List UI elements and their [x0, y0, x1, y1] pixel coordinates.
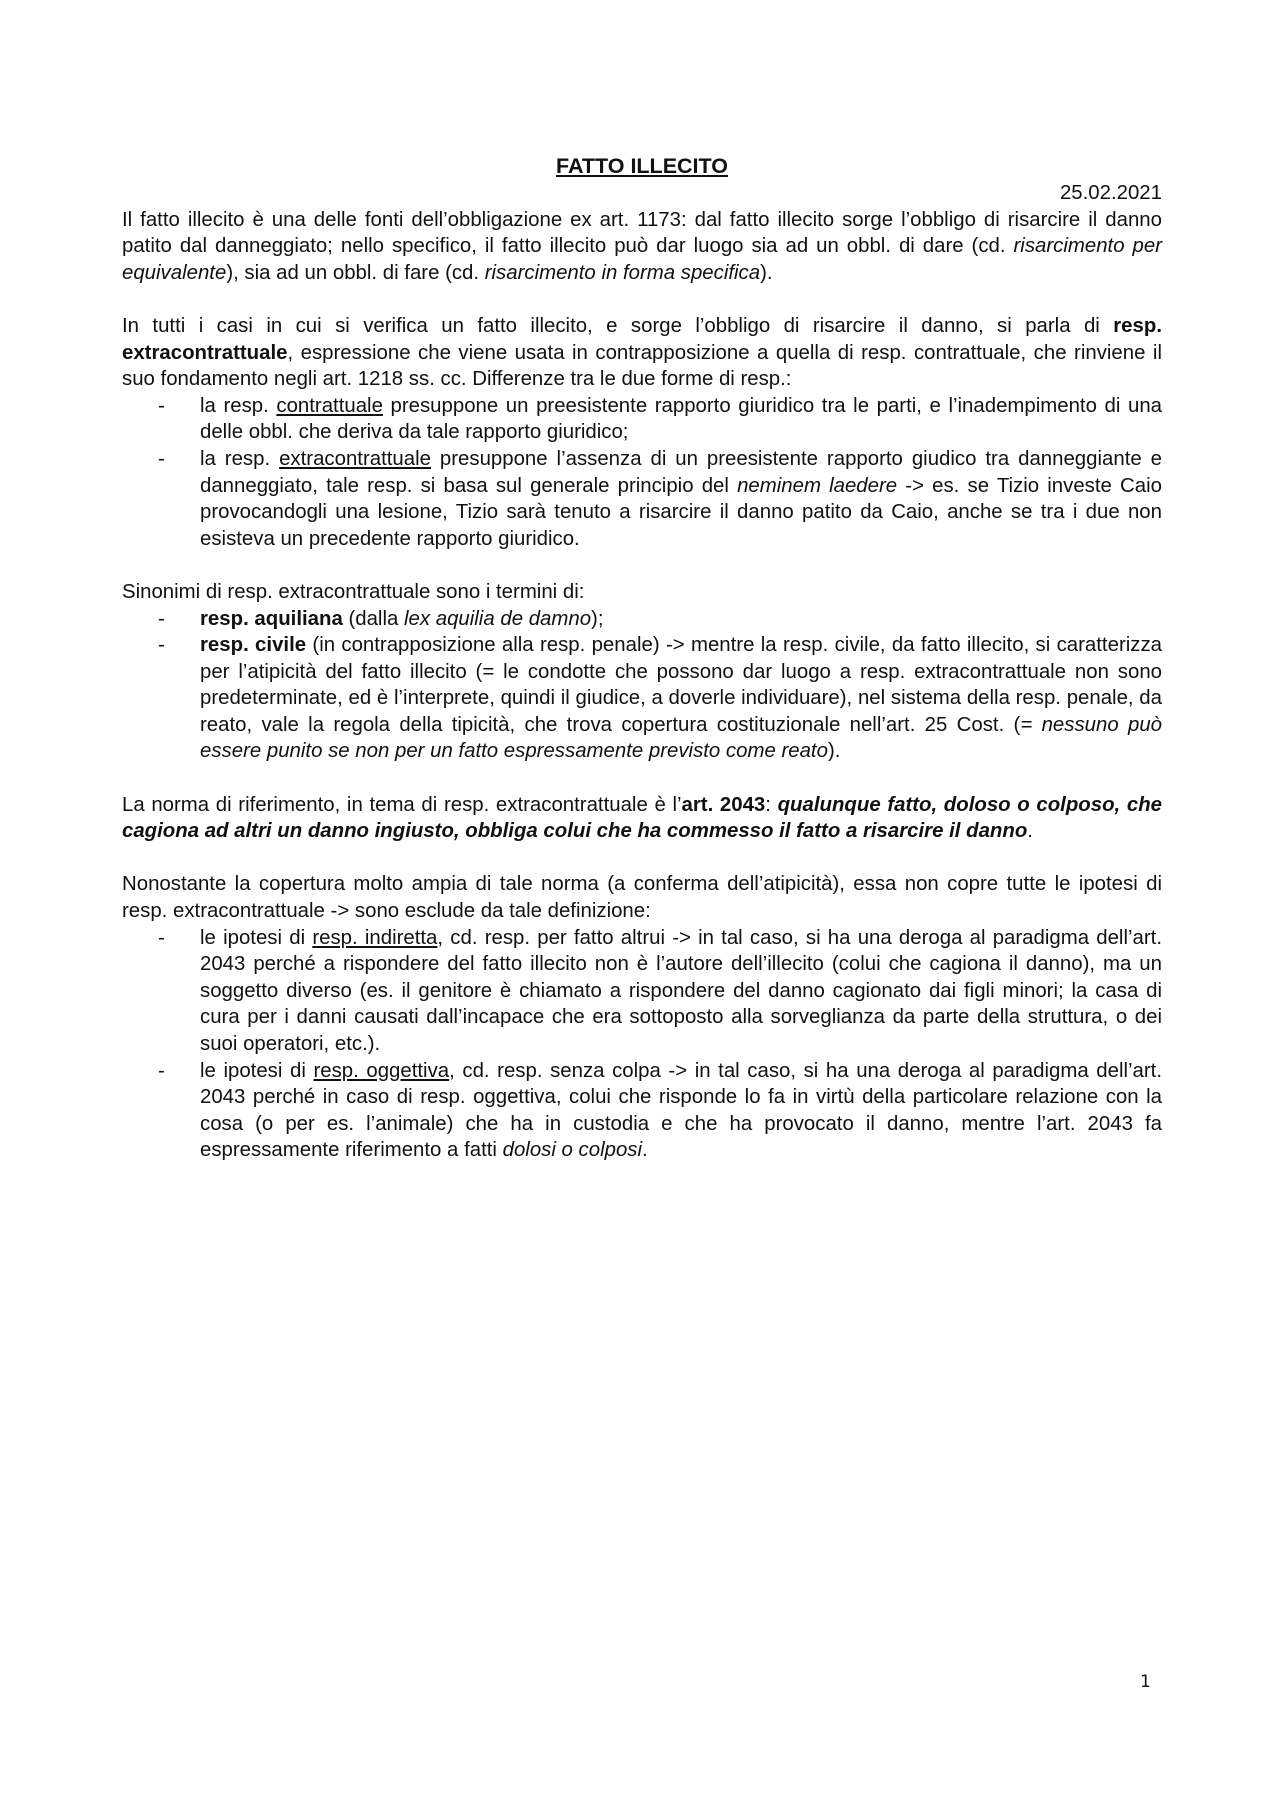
- text-run: .: [642, 1139, 648, 1162]
- text-run: La norma di riferimento, in tema di resp. extracontrattuale è l’: [122, 793, 682, 816]
- text-run: le ipotesi di: [200, 926, 313, 949]
- page-title: FATTO ILLECITO: [556, 154, 728, 178]
- paragraph-spacer: [122, 286, 1162, 313]
- underlined-term: contrattuale: [276, 394, 383, 417]
- list-item: [200, 393, 1162, 446]
- text-run: (dalla: [342, 607, 404, 630]
- underlined-term: resp. indiretta: [312, 926, 438, 949]
- text-run: In tutti i casi in cui si verifica un fatto illecito, e sorge l’obbligo di risarcire il danno, si parla di: [122, 314, 1114, 337]
- exceptions-list: [122, 925, 1162, 1164]
- bold-term: resp. extracontrattuale: [122, 314, 1162, 364]
- paragraph-eccezioni: Nonostante la copertura molto ampia di tale norma (a conferma dell’atipicità), essa non copre tutte le ipotesi di resp. extracontrattuale -> sono esclude da tale definizione:: [122, 873, 1162, 923]
- text-run: ).: [827, 740, 841, 763]
- bold-term: resp. aquiliana: [200, 607, 343, 630]
- text-run: le ipotesi di: [200, 1059, 314, 1082]
- text-run: .: [1027, 820, 1033, 843]
- text-run: ), sia ad un obbl. di fare (cd.: [226, 261, 485, 284]
- text-run: la resp.: [200, 394, 277, 417]
- synonyms-list: [122, 606, 1162, 766]
- italic-term: neminem laedere: [737, 474, 898, 497]
- paragraph-sinonimi: Sinonimi di resp. extracontrattuale sono i termini di:: [122, 580, 585, 603]
- paragraph-fonti: [122, 207, 1162, 287]
- italic-term: risarcimento in forma specifica: [484, 261, 761, 284]
- text-run: (in contrapposizione alla resp. penale) -> mentre la resp. civile, da fatto illecito, si caratterizza per l’atipicità del fatto illecito (= le condotte che possono dar luogo a resp. extracontrattuale non sono predeterminate, ed è l’interprete, quindi il giudice, a doverle individuare), nel sistema della resp. penale, da reato, vale la regola della tipicità, che trova copertura costituzionale nell’art. 25 Cost. (: [200, 634, 1162, 736]
- paragraph-resp-extracontrattuale: [122, 313, 1162, 393]
- text-run: presuppone un preesistente rapporto giuridico tra le parti, e l’inadempimento di una delle obbl. che deriva da tale rapporto giuridico;: [200, 394, 1162, 444]
- italic-term: lex aquilia de damno: [404, 607, 592, 630]
- text-run: ).: [760, 261, 773, 284]
- list-item: [200, 632, 1162, 765]
- italic-term: dolosi o colposi: [502, 1139, 643, 1162]
- text-run: Il fatto illecito è una delle fonti dell’obbligazione ex art. 1173: dal fatto illecito sorge l’obbligo di risarcire il danno patito dal danneggiato; nello specifico, il fatto illecito può dar luogo sia ad un obbl. di dare (cd.: [122, 208, 1162, 258]
- bold-italic-quote: qualunque fatto, doloso o colposo, che cagiona ad altri un danno ingiusto, obbliga colui che ha commesso il fatto a risarcire il danno: [122, 793, 1162, 843]
- italic-term: = nessuno può essere punito se non per un fatto espressamente previsto come reato: [200, 713, 1162, 763]
- paragraph-art-2043: [122, 792, 1162, 845]
- differences-list: [122, 393, 1162, 553]
- list-item: [200, 606, 1162, 633]
- bold-term: resp. civile: [200, 634, 307, 657]
- list-item: [200, 446, 1162, 552]
- text-run: -> es. se Tizio investe Caio provocandogli una lesione, Tizio sarà tenuto a risarcire il danno patito da Caio, anche se tra i due non esisteva un precedente rapporto giuridico.: [200, 474, 1162, 550]
- text-run: , cd. resp. senza colpa -> in tal caso, si ha una deroga al paradigma dell’art. 2043 perché in caso di resp. oggettiva, colui che risponde lo fa in virtù della particolare relazione con la cosa (o per es. l’animale) che ha in custodia e che ha provocato il danno, mentre l’art. 2043 fa espressamente riferimento a fatti: [200, 1059, 1162, 1162]
- paragraph-spacer: [122, 765, 1162, 792]
- document-body: [122, 152, 1162, 1164]
- text-run: :: [765, 793, 778, 816]
- text-run: , cd. resp. per fatto altrui -> in tal caso, si ha una deroga al paradigma dell’art. 2043 perché a rispondere del fatto illecito non è l’autore dell’illecito (colui che cagiona il danno), ma un soggetto diverso (es. il genitore è chiamato a rispondere del danno cagionato dai figli minori; la casa di cura per i danni causati dall’incapace che era sottoposto alla sorveglianza da parte della struttura, o dei suoi operatori, etc.).: [200, 926, 1162, 1055]
- underlined-term: resp. oggettiva: [313, 1059, 450, 1082]
- text-run: presuppone l’assenza di un preesistente rapporto giudico tra danneggiante e danneggiato, tale resp. si basa sul generale principio del: [200, 447, 1162, 497]
- paragraph-spacer: [122, 845, 1162, 872]
- underlined-term: extracontrattuale: [279, 447, 431, 470]
- text-run: la resp.: [200, 447, 280, 470]
- bold-term: art. 2043: [681, 793, 766, 816]
- text-run: , espressione che viene usata in contrapposizione a quella di resp. contrattuale, che rinviene il suo fondamento negli art. 1218 ss. cc. Differenze tra le due forme di resp.:: [122, 341, 1162, 391]
- italic-term: risarcimento per equivalente: [122, 235, 1162, 284]
- page-number: 1: [1140, 1672, 1151, 1692]
- list-item: [200, 925, 1162, 1058]
- text-run: );: [591, 607, 604, 630]
- document-date: 25.02.2021: [1059, 182, 1162, 204]
- paragraph-spacer: [122, 552, 1162, 579]
- list-item: [200, 1058, 1162, 1164]
